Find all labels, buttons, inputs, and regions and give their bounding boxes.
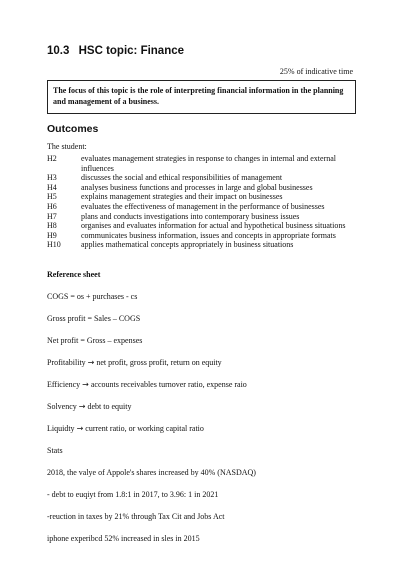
efficiency-label: Efficiency [47, 380, 81, 389]
section-title: HSC topic: Finance [78, 45, 185, 57]
liquidity-text: current ratio, or working capital ratio [85, 424, 204, 433]
section-heading [47, 45, 184, 57]
outcome-text: applies mathematical concepts appropriately in business situations [81, 240, 294, 250]
solvency-label: Solvency [47, 402, 77, 411]
stats-heading: Stats [47, 446, 63, 455]
right-arrow-icon: → [76, 424, 84, 433]
stat-line: iphone experibcd 52% increased in sles in 2015 [47, 534, 200, 543]
reference-heading: Reference sheet [47, 270, 101, 279]
outcome-list [47, 154, 357, 250]
cogs-formula: COGS = os + purchases - cs [47, 292, 138, 301]
efficiency-line [47, 380, 247, 389]
outcome-code: H8 [47, 221, 57, 231]
stat-line: -reuction in taxes by 21% through Tax Cit and Jobs Act [47, 512, 225, 521]
solvency-text: debt to equity [87, 402, 132, 411]
outcome-code: H2 [47, 154, 57, 163]
outcome-item [47, 212, 357, 222]
outcome-text: plans and conducts investigations into contemporary business issues [81, 211, 300, 221]
right-arrow-icon: → [82, 380, 89, 389]
outcome-text: discusses the social and ethical responsibilities of management [81, 173, 283, 183]
outcome-text: analyses business functions and processes in large and global businesses [81, 182, 313, 192]
liquidity-line [47, 424, 204, 433]
indicative-time: 25% of indicative time [279, 67, 353, 76]
outcome-item [47, 173, 357, 183]
outcome-item [47, 240, 357, 250]
gross-profit-formula: Gross profit = Sales – COGS [47, 314, 141, 323]
outcome-item [47, 154, 357, 173]
outcome-code: H10 [47, 240, 61, 250]
section-number: 10.3 [47, 45, 70, 57]
outcome-code: H9 [47, 230, 57, 240]
profitability-line [47, 358, 222, 367]
right-arrow-icon: → [87, 358, 95, 367]
outcome-text: evaluates the effectiveness of management in the performance of businesses [81, 201, 325, 211]
right-arrow-icon: → [78, 402, 86, 411]
outcome-text: explains management strategies and their impact on businesses [81, 192, 283, 202]
stat-line: - debt to euqiyt from 1.8:1 in 2017, to 3.96: 1 in 2021 [47, 490, 219, 499]
outcome-code: H3 [47, 173, 57, 183]
outcome-item [47, 183, 357, 193]
outcome-item [47, 231, 357, 241]
outcome-text: organises and evaluates information for actual and hypothetical business situations [81, 221, 346, 231]
profitability-label: Profitability [47, 358, 86, 367]
efficiency-text: accounts receivables turnover ratio, expense raio [90, 380, 247, 389]
outcome-code: H6 [47, 201, 57, 211]
outcome-code: H4 [47, 182, 57, 192]
solvency-line [47, 402, 131, 411]
outcome-code: H7 [47, 211, 57, 221]
outcome-code: H5 [47, 192, 57, 202]
outcome-item [47, 192, 357, 202]
profitability-text: net profit, gross profit, return on equity [96, 358, 222, 367]
outcomes-intro: The student: [47, 142, 87, 151]
focus-box: The focus of this topic is the role of interpreting financial information in the planning and management of a business. [47, 80, 356, 114]
liquidity-label: Liquidty [47, 424, 75, 433]
outcome-text: evaluates management strategies in response to changes in internal and external influences [81, 154, 337, 173]
stat-line: 2018, the valye of Appole's shares increased by 40% (NASDAQ) [47, 468, 256, 477]
outcome-text: communicates business information, issues and concepts in appropriate formats [81, 230, 336, 240]
outcome-item [47, 202, 357, 212]
outcome-item [47, 221, 357, 231]
net-profit-formula: Net profit = Gross – expenses [47, 336, 143, 345]
outcomes-heading: Outcomes [47, 123, 99, 135]
